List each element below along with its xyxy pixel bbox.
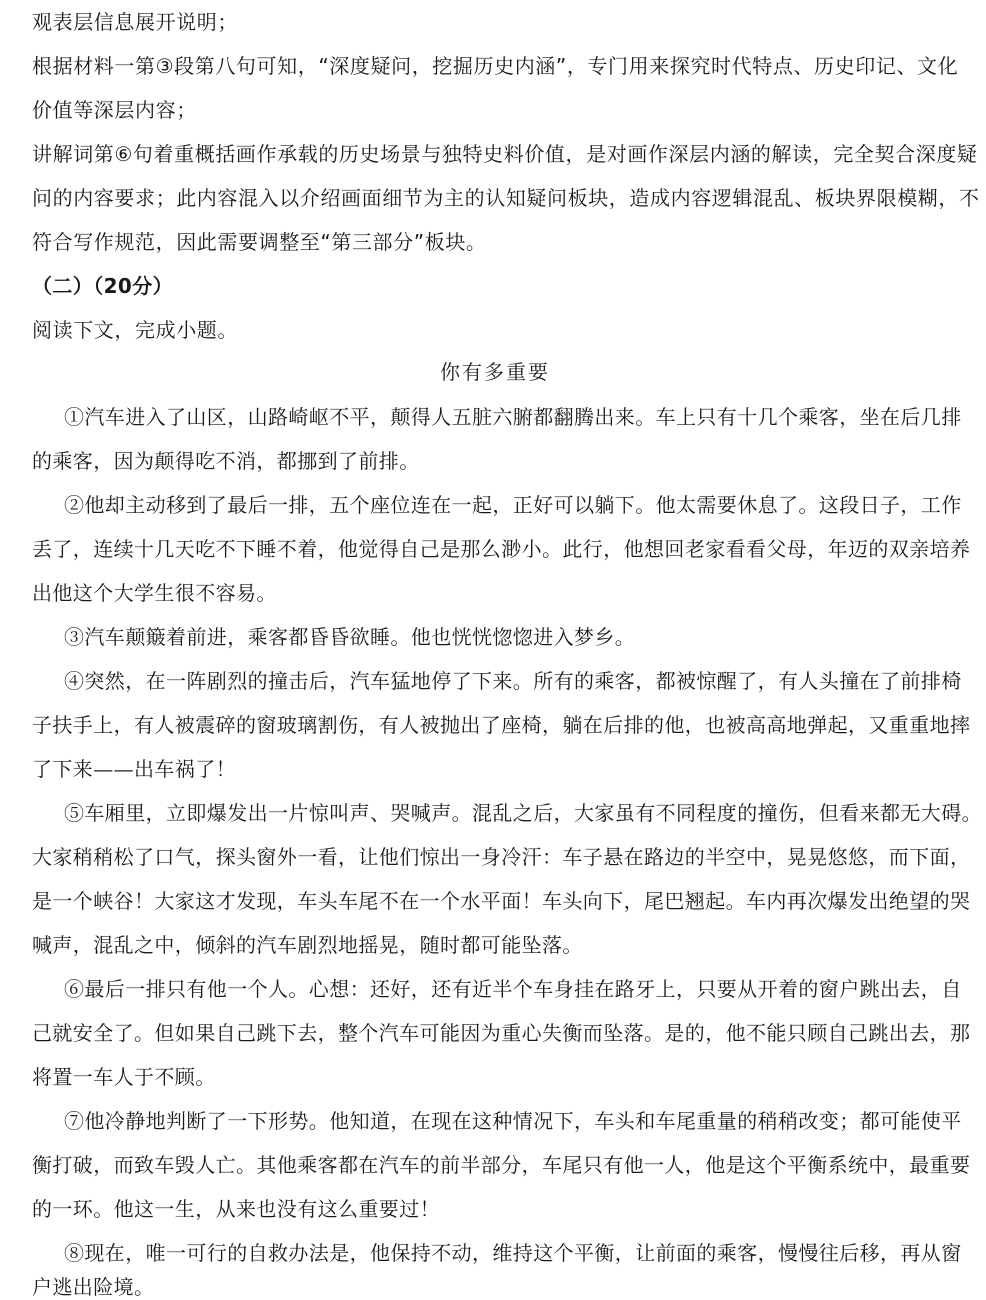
intro-line: 观表层信息展开说明；: [32, 10, 238, 34]
paragraph-line: 子扶手上，有人被震碎的窗玻璃割伤，有人被抛出了座椅，躺在后排的他，也被高高地弹起，又重重地摔: [32, 713, 971, 737]
section-title: （二）（20分）: [32, 274, 174, 298]
paragraph-line: 将置一车人于不顾。: [32, 1065, 216, 1089]
paragraph-line: 了下来——出车祸了！: [32, 757, 236, 781]
paragraph-line: 是一个峡谷！大家这才发现，车头车尾不在一个水平面！车头向下，尾巴翘起。车内再次爆发出绝望的哭: [32, 889, 971, 913]
intro-line: 根据材料一第③段第八句可知，“深度疑问，挖掘历史内涵”，专门用来探究时代特点、历史印记、文化: [32, 54, 959, 78]
paragraph-line: ②他却主动移到了最后一排，五个座位连在一起，正好可以躺下。他太需要休息了。这段日子，工作: [64, 493, 962, 517]
article-title: 你有多重要: [440, 360, 550, 384]
intro-line: 讲解词第⑥句着重概括画作承载的历史场景与独特史料价值，是对画作深层内涵的解读，完全契合深度疑: [32, 142, 978, 166]
paragraph-line: 喊声，混乱之中，倾斜的汽车剧烈地摇晃，随时都可能坠落。: [32, 933, 583, 957]
paragraph-line: ⑤车厢里，立即爆发出一片惊叫声、哭喊声。混乱之后，大家虽有不同程度的撞伤，但看来都无大碍。: [64, 801, 982, 825]
paragraph-line: 己就安全了。但如果自己跳下去，整个汽车可能因为重心失衡而坠落。是的，他不能只顾自己跳出去，那: [32, 1021, 971, 1045]
paragraph-line: 衡打破，而致车毁人亡。其他乘客都在汽车的前半部分，车尾只有他一人，他是这个平衡系统中，最重要: [32, 1153, 971, 1177]
instruction-text: 阅读下文，完成小题。: [32, 318, 238, 342]
paragraph-line: 户逃出险境。: [32, 1275, 155, 1299]
intro-line: 问的内容要求；此内容混入以介绍画面细节为主的认知疑问板块，造成内容逻辑混乱、板块界限模糊，不: [32, 186, 980, 210]
paragraph-line: 出他这个大学生很不容易。: [32, 581, 277, 605]
paragraph-line: 丢了，连续十几天吃不下睡不着，他觉得自己是那么渺小。此行，他想回老家看看父母，年迈的双亲培养: [32, 537, 971, 561]
paragraph-line: ⑧现在，唯一可行的自救办法是，他保持不动，维持这个平衡，让前面的乘客，慢慢往后移，再从窗: [64, 1241, 962, 1265]
paragraph-line: 的一环。他这一生，从来也没有这么重要过！: [32, 1197, 440, 1221]
intro-line: 价值等深层内容；: [32, 98, 197, 122]
intro-line: 符合写作规范，因此需要调整至“第三部分”板块。: [32, 230, 487, 254]
paragraph-line: ④突然，在一阵剧烈的撞击后，汽车猛地停了下来。所有的乘客，都被惊醒了，有人头撞在了前排椅: [64, 669, 962, 693]
paragraph-line: ①汽车进入了山区，山路崎岖不平，颠得人五脏六腑都翻腾出来。车上只有十几个乘客，坐在后几排: [64, 405, 962, 429]
paragraph-line: 大家稍稍松了口气，探头窗外一看，让他们惊出一身冷汗：车子悬在路边的半空中，晃晃悠悠，而下面，: [32, 845, 971, 869]
paragraph-line: 的乘客，因为颠得吃不消，都挪到了前排。: [32, 449, 420, 473]
paragraph-line: ⑥最后一排只有他一个人。心想：还好，还有近半个车身挂在路牙上，只要从开着的窗户跳出去，自: [64, 977, 962, 1001]
paragraph-line: ⑦他冷静地判断了一下形势。他知道，在现在这种情况下，车头和车尾重量的稍稍改变；都可能使平: [64, 1109, 962, 1133]
paragraph-line: ③汽车颠簸着前进，乘客都昏昏欲睡。他也恍恍惚惚进入梦乡。: [64, 625, 636, 649]
